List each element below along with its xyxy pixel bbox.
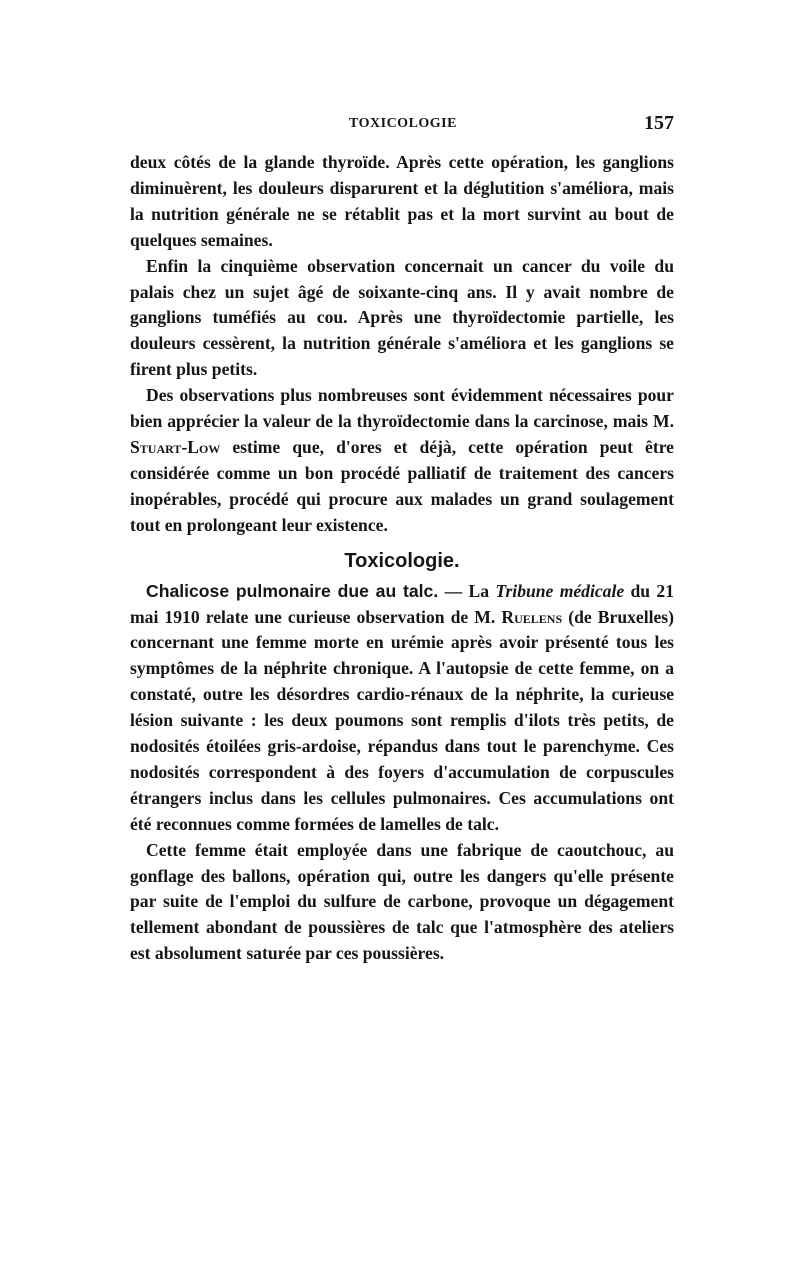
paragraph-text: du 21 mai 1910 relate une curieuse observation de M. [130, 580, 675, 627]
running-title: TOXICOLOGIE [349, 116, 457, 131]
runin-title: Chalicose pulmonaire due au talc. [146, 580, 439, 601]
author-name: Ruelens [501, 606, 563, 627]
paragraph-text: — La [438, 580, 496, 601]
body-text [130, 150, 674, 967]
running-head [130, 114, 676, 138]
page-number: 157 [644, 112, 674, 134]
paragraph-text: Des observations plus nombreuses sont évidemment nécessaires pour bien apprécier la valeur de la thyroïdectomie dans la carcinose, mais M. [130, 385, 674, 432]
paragraph-text: estime que, d'ores et déjà, cette opération peut être considérée comme un bon procédé palliatif de traitement des cancers inopérables, procédé qui procure aux malades un grand soulagement tout en prolongeant leur existence. [130, 436, 674, 535]
paragraph-text: (de Bruxelles) concernant une femme morte en urémie après avoir présenté tous les symptômes de la néphrite chronique. A l'autopsie de cette femme, on a constaté, outre les désordres cardio-rénaux de la néphrite, la curieuse lésion suivante : les deux poumons sont remplis d'ilots très petits, de nodosités étoilées gris-ardoise, répandus dans tout le parenchyme. Ces nodosités correspondent à des foyers d'accumulation de corpuscules étrangers inclus dans les cellules pulmonaires. Ces accumulations ont été reconnues comme formées de lamelles de talc. [130, 606, 674, 834]
paragraph-observations [130, 383, 674, 538]
section-heading: Toxicologie. [344, 549, 460, 572]
author-name: Stuart-Low [130, 436, 221, 457]
paragraph-fifth-observation: Enfin la cinquième observation concernait un cancer du voile du palais chez un sujet âgé de soixante-cinq ans. Il y avait nombre de ganglions tuméfiés au cou. Après une thyroïdectomie partielle, les douleurs cessèrent, la nutrition générale s'améliora et les ganglions se firent plus petits. [130, 255, 674, 380]
paragraph-chalicose [130, 579, 674, 838]
paragraph-continued: deux côtés de la glande thyroïde. Après cette opération, les ganglions diminuèrent, les douleurs disparurent et la déglutition s'améliora, mais la nutrition générale ne se rétablit pas et la mort survint au bout de quelques semaines. [130, 152, 674, 250]
journal-title: Tribune médicale [495, 580, 625, 601]
paragraph-factory: Cette femme était employée dans une fabrique de caoutchouc, au gonflage des ballons, opération qui, outre les dangers qu'elle présente par suite de l'emploi du sulfure de carbone, provoque un dégagement tellement abondant de poussières de talc que l'atmosphère des ateliers est absolument saturée par ces poussières. [130, 839, 674, 964]
